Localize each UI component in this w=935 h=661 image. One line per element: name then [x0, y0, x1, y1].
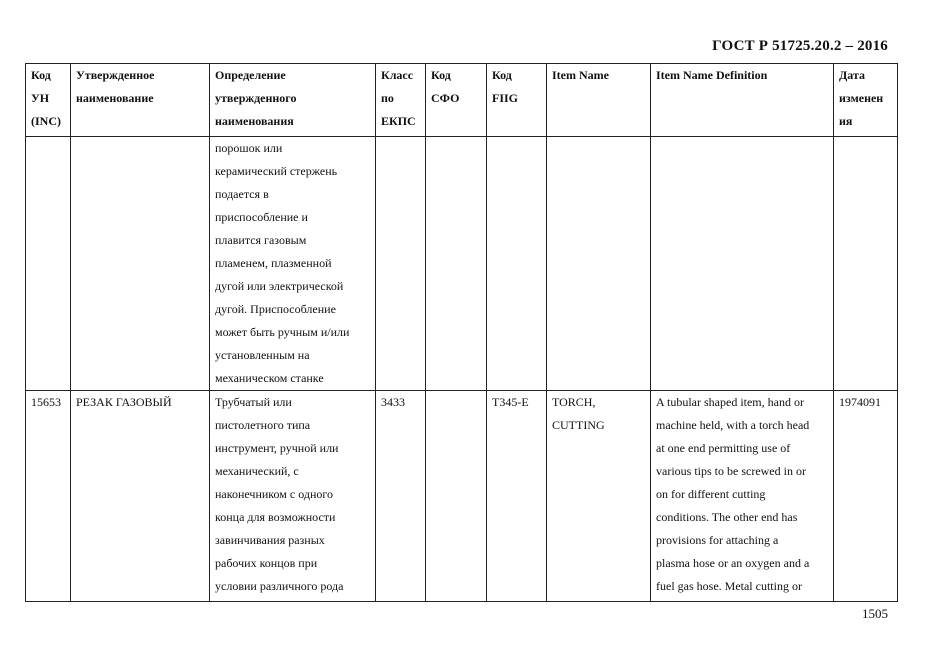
- cell-ekps-class: 3433: [376, 391, 426, 602]
- header-item-name-definition: Item Name Definition: [651, 64, 834, 137]
- page-number: 1505: [862, 606, 888, 621]
- header-item-name: Item Name: [547, 64, 651, 137]
- header-approved-name: Утвержденное наименование: [71, 64, 210, 137]
- cell-approved-name: РЕЗАК ГАЗОВЫЙ: [71, 391, 210, 602]
- cell-definition: Трубчатый или пистолетного типа инструмент, ручной или механический, с наконечником с одного конца для возможности завинчивания разных рабочих концов при условии различного рода: [210, 391, 376, 602]
- catalog-table: [25, 63, 898, 602]
- table-row: [26, 137, 898, 391]
- cell-fiig-code: [487, 137, 547, 391]
- cell-item-name-definition: A tubular shaped item, hand or machine held, with a torch head at one end permitting use of various tips to be screwed in or on for different cutting conditions. The other end has provisions for attaching a plasma hose or an oxygen and a fuel gas hose. Metal cutting or: [651, 391, 834, 602]
- cell-definition: порошок или керамический стержень подается в приспособление и плавится газовым пламенем, плазменной дугой или электрической дугой. Приспособление может быть ручным и/или установленным на механическом станке: [210, 137, 376, 391]
- cell-item-name: [547, 137, 651, 391]
- cell-change-date: 1974091: [834, 391, 898, 602]
- cell-sfo-code: [426, 137, 487, 391]
- header-sfo-code: Код СФО: [426, 64, 487, 137]
- header-change-date: Дата изменен ия: [834, 64, 898, 137]
- document-standard-title: ГОСТ Р 51725.20.2 – 2016: [712, 38, 888, 54]
- cell-approved-name: [71, 137, 210, 391]
- cell-inc-code: [26, 137, 71, 391]
- cell-fiig-code: T345-E: [487, 391, 547, 602]
- cell-item-name-definition: [651, 137, 834, 391]
- header-ekps-class: Класс по ЕКПС: [376, 64, 426, 137]
- table-row: [26, 391, 898, 602]
- cell-inc-code: 15653: [26, 391, 71, 602]
- cell-ekps-class: [376, 137, 426, 391]
- cell-item-name: TORCH, CUTTING: [547, 391, 651, 602]
- header-definition: Определение утвержденного наименования: [210, 64, 376, 137]
- cell-sfo-code: [426, 391, 487, 602]
- header-inc-code: Код УН (INC): [26, 64, 71, 137]
- header-fiig-code: Код FIIG: [487, 64, 547, 137]
- table-header-row: [26, 64, 898, 137]
- cell-change-date: [834, 137, 898, 391]
